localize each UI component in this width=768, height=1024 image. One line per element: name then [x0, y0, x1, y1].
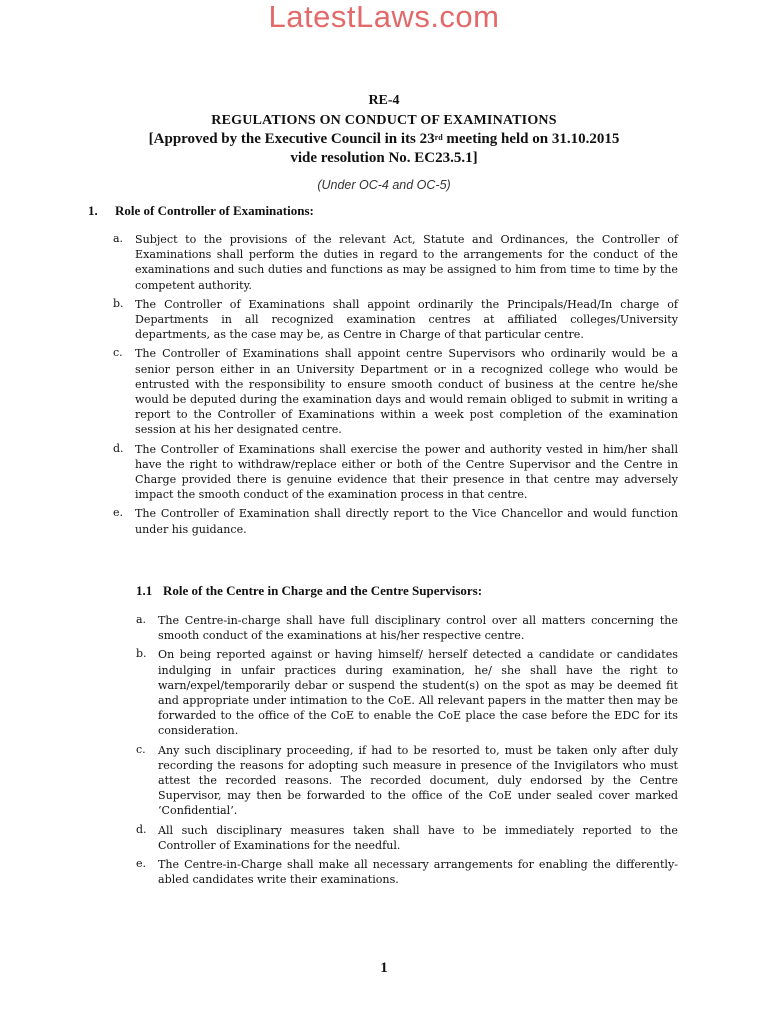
section-1-list: [113, 232, 678, 537]
list-item: [113, 442, 678, 503]
section-title: Role of Controller of Examinations:: [115, 203, 314, 218]
list-marker: c.: [113, 346, 123, 360]
subsection-title: Role of the Centre in Charge and the Centre Supervisors:: [163, 583, 483, 598]
list-item-text: All such disciplinary measures taken shall have to be immediately reported to the Controller of Examinations for the needful.: [158, 823, 678, 852]
list-marker: d.: [136, 822, 147, 836]
section-1-1-list: [136, 613, 678, 887]
list-item: [113, 346, 678, 437]
list-item-text: The Centre-in-charge shall have full disciplinary control over all matters concerning the smooth conduct of the examinations at his/her respective centre.: [158, 614, 678, 643]
regulation-code: RE-4: [368, 93, 400, 108]
list-marker: e.: [113, 506, 124, 520]
list-marker: d.: [113, 441, 124, 455]
list-item: [113, 232, 678, 293]
list-marker: e.: [136, 857, 147, 871]
approval-resolution: vide resolution No. EC23.5.1]: [290, 150, 478, 166]
subsection-number: 1.1: [136, 583, 153, 598]
list-marker: a.: [113, 232, 124, 245]
list-item-text: The Centre-in-Charge shall make all necessary arrangements for enabling the differently-abled candidates write their examinations.: [158, 858, 678, 887]
section-number: 1.: [88, 203, 98, 218]
list-item: [136, 857, 678, 887]
list-item: [136, 613, 678, 643]
list-item-text: Any such disciplinary proceeding, if had to be resorted to, must be taken only after duly recording the reasons for adopting such measure in presence of the Invigilators who must attest the recorded reasons. The recorded document, duly endorsed by the Centre Supervisor, may then be forwarded to the office of the CoE under sealed cover marked ‘Confidential’.: [158, 743, 678, 818]
list-marker: a.: [136, 613, 147, 626]
list-item: [136, 743, 678, 819]
approval-line1-sup: rd: [434, 133, 443, 142]
document-title: REGULATIONS ON CONDUCT OF EXAMINATIONS: [211, 113, 557, 128]
list-marker: b.: [113, 296, 124, 310]
list-item-text: The Controller of Examinations shall appoint centre Supervisors who ordinarily would be a senior person either in an University Department or in a recognized college who would be entrusted with the responsibility to ensure smooth conduct of business at the centre he/she would be deputed during the examination days and would remain obliged to submit in writing a report to the Controller of Examinations within a week post completion of the examination session at his her designated centre.: [135, 347, 678, 437]
list-item-text: On being reported against or having himself/ herself detected a candidate or candidates indulging in unfair practices during examination, he/ she shall have the right to warn/expel/temporarily debar or suspend the student(s) on the spot as may be deemed fit and appropriate under intimation to the CoE. All relevant papers in the matter then may be forwarded to the office of the CoE to enable the CoE place the case before the EDC for its consideration.: [158, 648, 678, 738]
list-item: [113, 506, 678, 536]
list-item-text: Subject to the provisions of the relevant Act, Statute and Ordinances, the Controller of Examinations shall perform the duties in regard to the arrangements for the conduct of the examinations and such duties and functions as may be assigned to him from time to time by the competent authority.: [135, 233, 678, 292]
watermark-logo-text: LatestLaws.com: [268, 0, 500, 34]
list-marker: c.: [136, 742, 146, 756]
list-item: [136, 823, 678, 853]
document-header: [0, 93, 768, 193]
list-item-text: The Controller of Examination shall directly report to the Vice Chancellor and would function under his guidance.: [135, 507, 678, 536]
list-marker: b.: [136, 647, 147, 661]
list-item-text: The Controller of Examinations shall exercise the power and authority vested in him/her shall have the right to withdraw/replace either or both of the Centre Supervisor and the Centre in Charge provided there is genuine evidence that their presence in that centre may adversely impact the smooth conduct of the examination process in that centre.: [135, 442, 678, 502]
list-item: [113, 297, 678, 343]
page-number: 1: [380, 960, 388, 976]
approval-line1-pre: [Approved by the Executive Council in its 23: [148, 131, 435, 147]
list-item-text: The Controller of Examinations shall appoint ordinarily the Principals/Head/In charge of Departments in all recognized examination centres at affiliated colleges/University departments, as the case may be, as Centre in Charge of that particular centre.: [135, 297, 678, 342]
section-1-1-heading: [136, 583, 482, 599]
approval-note: [0, 130, 768, 149]
approval-line1-post: meeting held on 31.10.2015: [442, 131, 620, 147]
document-subtitle: (Under OC-4 and OC-5): [317, 178, 451, 192]
section-1-heading: [88, 203, 314, 219]
list-item: [136, 647, 678, 738]
